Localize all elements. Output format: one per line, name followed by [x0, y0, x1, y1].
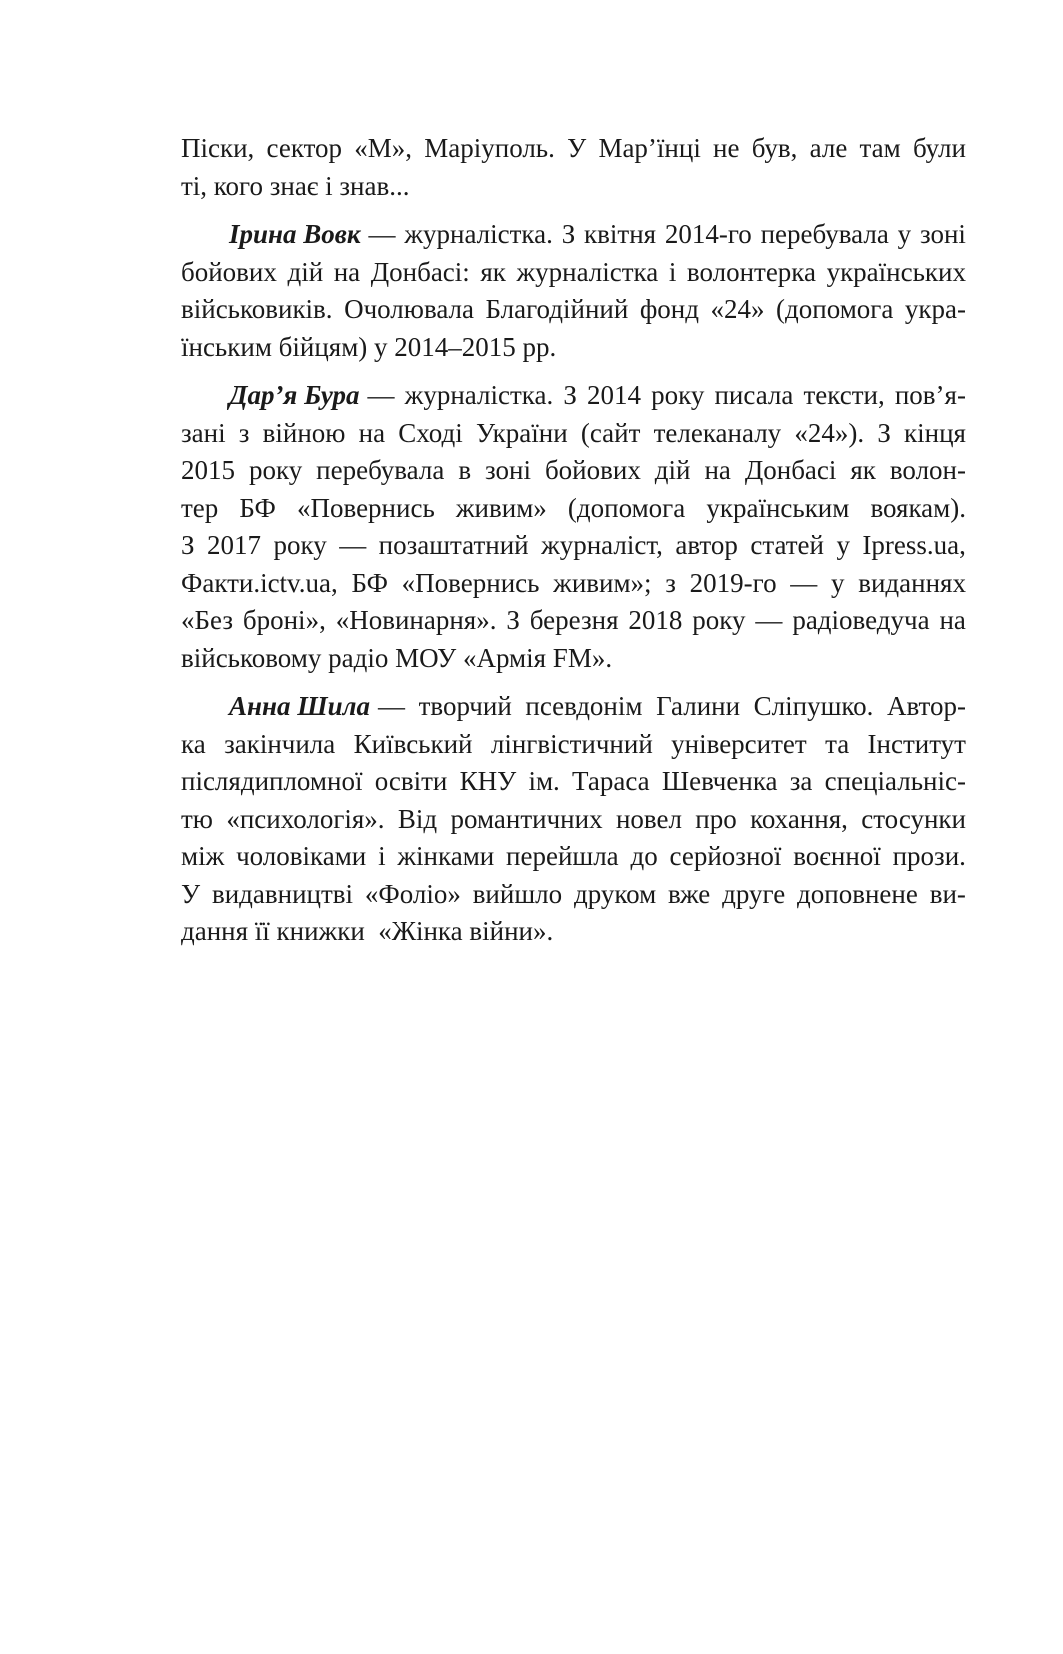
- text-line: між чоловіками і жінками перейшла до серйозної воєнної прози.: [181, 841, 966, 871]
- author-name: Ірина Вовк: [229, 219, 361, 249]
- text-line: військовиків. Очолювала Благодійний фонд «24» (допомога укра-: [181, 294, 966, 324]
- text-line: зані з війною на Сході України (сайт телеканалу «24»). З кінця: [181, 417, 966, 448]
- text-line: тю «психологія». Від романтичних новел про кохання, стосунки: [181, 803, 966, 834]
- text-line: Факти.ictv.ua, БФ «Повернись живим»; з 2019-го — у виданнях: [181, 567, 966, 598]
- text-line: бойових дій на Донбасі: як журналістка і волонтерка українських: [181, 256, 966, 287]
- text-line-rest: — творчий псевдонім Галини Сліпушко. Автор-: [378, 691, 966, 721]
- author-name: Анна Шила: [229, 691, 371, 721]
- text-line: післядипломної освіти КНУ ім. Тараса Шевченка за спеціальніс-: [181, 766, 966, 796]
- text-line: військовому радіо МОУ «Армія FM».: [181, 642, 613, 673]
- author-name: Дар’я Бура: [229, 380, 360, 410]
- text-line: З 2017 року — позаштатний журналіст, автор статей у Ipress.ua,: [181, 530, 966, 560]
- paragraph-bura: [181, 377, 966, 677]
- text-line-first: [181, 216, 966, 254]
- paragraph-intro: [181, 130, 966, 205]
- text-line-rest: — журналістка. З квітня 2014-го перебувала у зоні: [368, 219, 966, 249]
- text-line: тер БФ «Повернись живим» (допомога українським воякам).: [181, 492, 966, 523]
- text-line: Піски, сектор «М», Маріуполь. У Мар’їнці не був, але там були: [181, 133, 966, 163]
- text-line: дання її книжки «Жінка війни».: [181, 916, 554, 946]
- paragraph-vovk: [181, 216, 966, 366]
- text-line-first: [181, 377, 966, 415]
- text-line: 2015 року перебувала в зоні бойових дій на Донбасі як волон-: [181, 455, 966, 485]
- text-line-rest: — журналістка. З 2014 року писала тексти, пов’я-: [367, 380, 966, 410]
- text-line: ка закінчила Київський лінгвістичний університет та Інститут: [181, 728, 966, 759]
- text-block: [181, 130, 966, 962]
- paragraph-shyla: [181, 688, 966, 951]
- text-line: «Без броні», «Новинарня». З березня 2018 року — радіоведуча на: [181, 605, 966, 635]
- text-line: їнським бійцям) у 2014–2015 рр.: [181, 331, 557, 362]
- text-line-first: [181, 688, 966, 726]
- text-line: ті, кого знає і знав...: [181, 170, 410, 201]
- text-line: У видавництві «Фоліо» вийшло друком вже друге доповнене ви-: [181, 878, 966, 909]
